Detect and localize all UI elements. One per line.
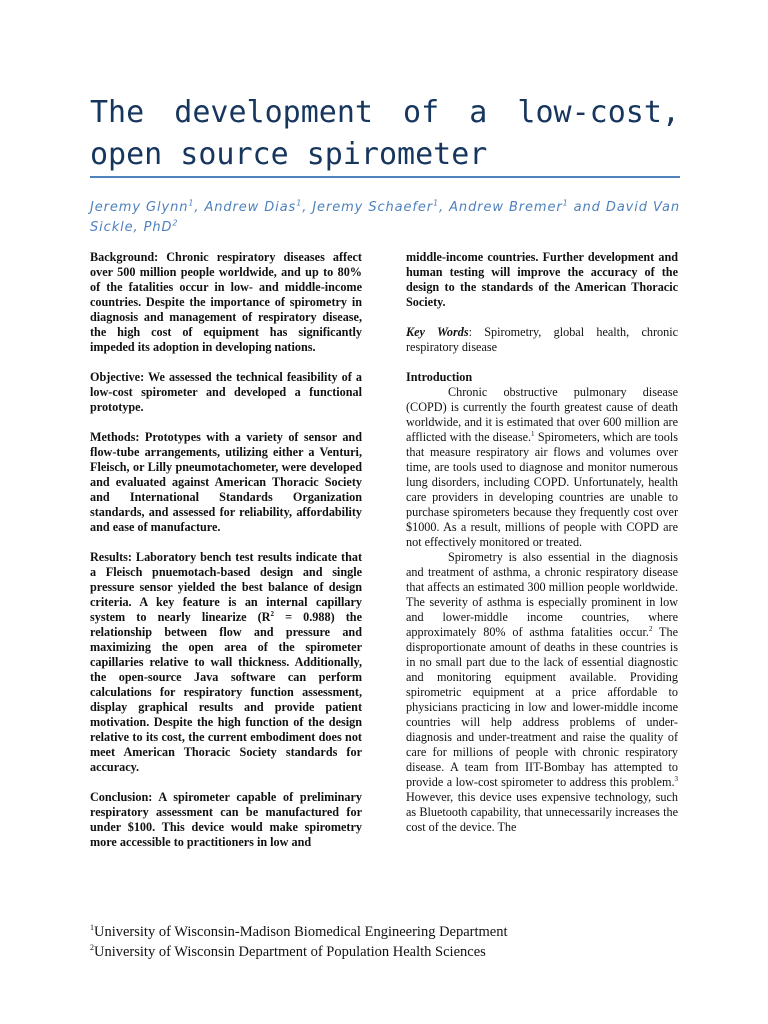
author-name: Andrew Bremer bbox=[449, 200, 563, 215]
affiliation-1 bbox=[90, 922, 690, 942]
intro-p1-text: Chronic obstructive pulmonary disease (COPD) is currently the fourth greatest cause of death worldwide, and it is estimated that over 600 million are afflicted with the disease. bbox=[406, 385, 678, 444]
keywords-label: Key Words bbox=[406, 325, 469, 339]
author-separator: , bbox=[194, 200, 205, 215]
author-separator: , bbox=[439, 200, 450, 215]
results-text-cont: = 0.988) the relationship between flow and pressure and maximizing the open area of the spirometer capillaries relative to wall thickness. Additionally, the open-source Java software can perform calculations for respiratory function assessment, display graphical results and provide patient motivation. Despite the high function of the design relative to its cost, the current embodiment does not meet American Thoracic Society standards for accuracy. bbox=[90, 610, 362, 774]
results-superscript: 2 bbox=[270, 609, 274, 618]
citation-mark: 3 bbox=[674, 774, 678, 783]
keywords-text: : Spirometry, global health, chronic respiratory disease bbox=[406, 325, 678, 354]
author-separator: and bbox=[568, 200, 606, 215]
author-affiliation-mark: 1 bbox=[188, 198, 195, 208]
results-text: Results: Laboratory bench test results indicate that a Fleisch pnuemotach-based design and single pressure sensor yielded the best balance of design criteria. A key feature is an internal capillary system to nearly linearize (R bbox=[90, 550, 362, 624]
author-name: Andrew Dias bbox=[204, 200, 297, 215]
abstract-methods: Methods: Prototypes with a variety of sensor and flow-tube arrangements, utilizing either a Venturi, Fleisch, or Lilly pneumotachometer, were developed and evaluated against American Thoracic Society and International Standards Organization standards, and assessed for reliability, affordability and ease of manufacture. bbox=[90, 430, 362, 534]
author-affiliation-mark: 1 bbox=[433, 198, 440, 208]
title-divider bbox=[90, 176, 680, 178]
abstract-results bbox=[90, 550, 362, 775]
right-column bbox=[406, 250, 678, 835]
author-name: David Van Sickle, PhD bbox=[90, 200, 680, 235]
affiliation-2 bbox=[90, 942, 690, 962]
intro-p1-text-cont: Spirometers, which are tools that measure respiratory air flows and volumes over time, are tools used to diagnose and monitor numerous lung disorders, including COPD. Unfortunately, health care providers in developing countries are unable to purchase spirometers because they frequently cost over $1000. As a result, millions of people with COPD are not effectively monitored or treated. bbox=[406, 430, 678, 549]
citation-mark: 1 bbox=[531, 429, 535, 438]
affiliation-text: University of Wisconsin Department of Population Health Sciences bbox=[94, 944, 486, 960]
paper-title: The development of a low-cost, open source spirometer bbox=[90, 95, 680, 172]
keywords bbox=[406, 325, 678, 355]
left-column bbox=[90, 250, 362, 850]
author-name: Jeremy Glynn bbox=[90, 200, 189, 215]
abstract-objective: Objective: We assessed the technical feasibility of a low-cost spirometer and developed a functional prototype. bbox=[90, 370, 362, 414]
introduction-paragraph-1 bbox=[406, 385, 678, 550]
affiliation-text: University of Wisconsin-Madison Biomedical Engineering Department bbox=[94, 924, 508, 940]
author-affiliation-mark: 2 bbox=[172, 218, 179, 228]
abstract-conclusion-continued: middle-income countries. Further development and human testing will improve the accuracy of the design to the standards of the American Thoracic Society. bbox=[406, 250, 678, 309]
author-name: Jeremy Schaefer bbox=[312, 200, 434, 215]
intro-p2-text-end: However, this device uses expensive technology, such as Bluetooth capability, that unnecessarily increases the cost of the device. The bbox=[406, 790, 678, 834]
author-affiliation-mark: 1 bbox=[296, 198, 303, 208]
affiliation-mark: 2 bbox=[90, 943, 94, 953]
author-list bbox=[90, 198, 680, 238]
introduction-heading: Introduction bbox=[406, 370, 473, 384]
affiliations-footer bbox=[90, 922, 690, 962]
intro-p2-text: Spirometry is also essential in the diagnosis and treatment of asthma, a chronic respiratory disease that affects an estimated 300 million people worldwide. The severity of asthma is especially prominent in low and lower-middle income countries, where approximately 80% of asthma fatalities occur. bbox=[406, 550, 678, 639]
author-affiliation-mark: 1 bbox=[562, 198, 569, 208]
intro-p2-text-cont: The disproportionate amount of deaths in these countries is in no small part due to the lack of essential diagnostic and monitoring equipment available. Providing spirometric equipment at a price affordable to physicians practicing in low and lower-middle income countries will help address problems of under-diagnosis and under-treatment and raise the quality of care for millions of people with chronic respiratory disease. A team from IIT-Bombay has attempted to provide a low-cost spirometer to address this problem. bbox=[406, 625, 678, 789]
citation-mark: 2 bbox=[648, 624, 653, 633]
introduction-paragraph-2 bbox=[406, 550, 678, 835]
abstract-conclusion: Conclusion: A spirometer capable of preliminary respiratory assessment can be manufactured for under $100. This device would make spirometry more accessible to practitioners in low and bbox=[90, 790, 362, 849]
affiliation-mark: 1 bbox=[90, 923, 94, 933]
author-separator: , bbox=[302, 200, 313, 215]
abstract-background: Background: Chronic respiratory diseases affect over 500 million people worldwide, and up to 80% of the fatalities occur in low- and middle-income countries. Despite the importance of spirometry in diagnosis and management of respiratory disease, the high cost of equipment has significantly impeded its adoption in developing nations. bbox=[90, 250, 362, 354]
